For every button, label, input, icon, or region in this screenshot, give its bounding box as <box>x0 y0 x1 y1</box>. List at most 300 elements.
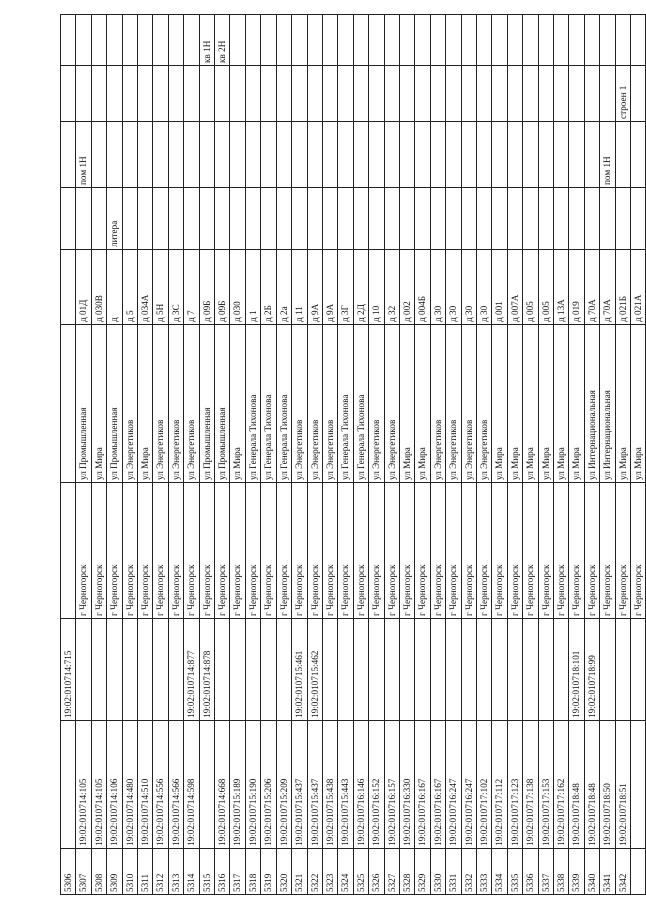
street-cell: ул Энергетиков <box>168 325 183 483</box>
street-cell: ул Мира <box>399 325 414 483</box>
street-cell: ул Генерала Тихонова <box>338 325 353 483</box>
litera-cell <box>631 188 646 250</box>
premises-cell <box>430 122 445 188</box>
premises-cell <box>107 122 122 188</box>
house-cell: д 5Н <box>153 250 168 325</box>
premises-cell <box>538 122 553 188</box>
street-cell: ул Энергетиков <box>307 325 322 483</box>
table-row <box>230 15 245 895</box>
litera-cell <box>91 188 106 250</box>
litera-cell <box>476 188 491 250</box>
street-cell: ул Промышленная <box>76 325 91 483</box>
building-cell <box>399 66 414 122</box>
city-cell: г Черногорск <box>107 483 122 619</box>
house-cell: д 70А <box>600 250 615 325</box>
apartment-cell <box>554 15 569 66</box>
apartment-cell <box>492 15 507 66</box>
cadastral-number-cell: 19:02:010717:162 <box>554 721 569 849</box>
cadastral-number-cell: 19:02:010714:566 <box>168 721 183 849</box>
parent-cadastral-cell: 19:02:010714:715 <box>61 619 76 721</box>
street-cell: ул Промышленная <box>199 325 214 483</box>
apartment-cell <box>430 15 445 66</box>
street-cell: ул Генерала Тихонова <box>276 325 291 483</box>
parent-cadastral-cell: 19:02:010718:101 <box>569 619 584 721</box>
parent-cadastral-cell <box>76 619 91 721</box>
parent-cadastral-cell <box>338 619 353 721</box>
city-cell: г Черногорск <box>461 483 476 619</box>
apartment-cell <box>538 15 553 66</box>
city-cell: г Черногорск <box>245 483 260 619</box>
house-cell: д 30 <box>430 250 445 325</box>
table-row <box>538 15 553 895</box>
row-number-cell: 5328 <box>399 849 414 895</box>
parent-cadastral-cell <box>615 619 630 721</box>
apartment-cell <box>615 15 630 66</box>
table-row <box>399 15 414 895</box>
litera-cell <box>554 188 569 250</box>
parent-cadastral-cell <box>461 619 476 721</box>
building-cell <box>153 66 168 122</box>
city-cell: г Черногорск <box>184 483 199 619</box>
row-number-cell: 5317 <box>230 849 245 895</box>
building-cell <box>199 66 214 122</box>
table-row <box>507 15 522 895</box>
apartment-cell <box>461 15 476 66</box>
row-number-cell: 5316 <box>215 849 230 895</box>
premises-cell <box>415 122 430 188</box>
house-cell: д 001 <box>492 250 507 325</box>
premises-cell <box>245 122 260 188</box>
table-row <box>153 15 168 895</box>
building-cell <box>430 66 445 122</box>
apartment-cell <box>76 15 91 66</box>
street-cell: ул Интернациональная <box>584 325 599 483</box>
building-cell <box>507 66 522 122</box>
parent-cadastral-cell <box>230 619 245 721</box>
litera-cell <box>76 188 91 250</box>
parent-cadastral-cell <box>631 619 646 721</box>
premises-cell <box>261 122 276 188</box>
building-cell <box>76 66 91 122</box>
premises-cell <box>307 122 322 188</box>
house-cell: д 9А <box>322 250 337 325</box>
street-cell: ул Мира <box>230 325 245 483</box>
cadastral-number-cell: 19:02:010715:443 <box>338 721 353 849</box>
city-cell: г Черногорск <box>584 483 599 619</box>
cadastral-number-cell: 19:02:010717:102 <box>476 721 491 849</box>
city-cell: г Черногорск <box>230 483 245 619</box>
street-cell: ул Мира <box>492 325 507 483</box>
litera-cell <box>338 188 353 250</box>
street-cell <box>61 325 76 483</box>
house-cell: д 30 <box>446 250 461 325</box>
litera-cell <box>215 188 230 250</box>
apartment-cell <box>168 15 183 66</box>
table-row <box>523 15 538 895</box>
cadastral-number-cell: 19:02:010718:50 <box>600 721 615 849</box>
litera-cell <box>61 188 76 250</box>
city-cell: г Черногорск <box>538 483 553 619</box>
cadastral-number-cell: 19:02:010714:105 <box>76 721 91 849</box>
street-cell: ул Мира <box>91 325 106 483</box>
house-cell: д 30 <box>476 250 491 325</box>
cadastral-number-cell: 19:02:010714:480 <box>122 721 137 849</box>
table-row <box>122 15 137 895</box>
street-cell: ул Энергетиков <box>369 325 384 483</box>
street-cell: ул Энергетиков <box>430 325 445 483</box>
cadastral-number-cell: 19:02:010714:556 <box>153 721 168 849</box>
row-number-cell: 5308 <box>91 849 106 895</box>
litera-cell <box>353 188 368 250</box>
building-cell <box>600 66 615 122</box>
city-cell: г Черногорск <box>122 483 137 619</box>
cadastral-number-cell <box>61 721 76 849</box>
apartment-cell <box>230 15 245 66</box>
apartment-cell <box>584 15 599 66</box>
house-cell: д 2Д <box>353 250 368 325</box>
litera-cell <box>523 188 538 250</box>
house-cell: д 002 <box>399 250 414 325</box>
litera-cell <box>538 188 553 250</box>
city-cell: г Черногорск <box>399 483 414 619</box>
street-cell: ул Энергетиков <box>122 325 137 483</box>
premises-cell <box>523 122 538 188</box>
litera-cell <box>399 188 414 250</box>
premises-cell <box>446 122 461 188</box>
cadastral-number-cell: 19:02:010716:146 <box>353 721 368 849</box>
street-cell: ул Энергетиков <box>184 325 199 483</box>
litera-cell <box>292 188 307 250</box>
parent-cadastral-cell <box>322 619 337 721</box>
cadastral-number-cell: 19:02:010714:598 <box>184 721 199 849</box>
cadastral-number-cell: 19:02:010718:48 <box>569 721 584 849</box>
table-row <box>430 15 445 895</box>
apartment-cell <box>184 15 199 66</box>
street-cell: ул Мира <box>631 325 646 483</box>
building-cell <box>292 66 307 122</box>
row-number-cell: 5306 <box>61 849 76 895</box>
apartment-cell: кв 2Н <box>215 15 230 66</box>
street-cell: ул Генерала Тихонова <box>353 325 368 483</box>
building-cell <box>245 66 260 122</box>
cadastral-number-cell: 19:02:010716:157 <box>384 721 399 849</box>
litera-cell <box>230 188 245 250</box>
premises-cell <box>168 122 183 188</box>
parent-cadastral-cell <box>384 619 399 721</box>
table-row <box>168 15 183 895</box>
house-cell: д 11 <box>292 250 307 325</box>
litera-cell <box>569 188 584 250</box>
row-number-cell: 5309 <box>107 849 122 895</box>
building-cell: строен 1 <box>615 66 630 122</box>
street-cell: ул Мира <box>569 325 584 483</box>
parent-cadastral-cell <box>138 619 153 721</box>
litera-cell <box>245 188 260 250</box>
building-cell <box>61 66 76 122</box>
city-cell: г Черногорск <box>615 483 630 619</box>
parent-cadastral-cell <box>399 619 414 721</box>
premises-cell <box>507 122 522 188</box>
litera-cell <box>461 188 476 250</box>
street-cell: ул Промышленная <box>215 325 230 483</box>
street-cell: ул Энергетиков <box>476 325 491 483</box>
house-cell: д 034А <box>138 250 153 325</box>
premises-cell <box>138 122 153 188</box>
cadastral-number-cell: 19:02:010716:167 <box>430 721 445 849</box>
row-number-cell: 5339 <box>569 849 584 895</box>
litera-cell <box>261 188 276 250</box>
apartment-cell <box>276 15 291 66</box>
city-cell: г Черногорск <box>554 483 569 619</box>
house-cell: д 019 <box>569 250 584 325</box>
house-cell: д 13А <box>554 250 569 325</box>
city-cell: г Черногорск <box>338 483 353 619</box>
premises-cell <box>292 122 307 188</box>
table-row <box>415 15 430 895</box>
premises-cell <box>584 122 599 188</box>
apartment-cell <box>600 15 615 66</box>
premises-cell <box>61 122 76 188</box>
row-number-cell: 5326 <box>369 849 384 895</box>
house-cell: д 09Б <box>199 250 214 325</box>
row-number-cell: 5331 <box>446 849 461 895</box>
parent-cadastral-cell: 19:02:010718:99 <box>584 619 599 721</box>
house-cell: д 005 <box>538 250 553 325</box>
row-number-cell: 5323 <box>322 849 337 895</box>
row-number-cell: 5314 <box>184 849 199 895</box>
table-row <box>446 15 461 895</box>
apartment-cell <box>322 15 337 66</box>
parent-cadastral-cell <box>523 619 538 721</box>
litera-cell <box>199 188 214 250</box>
row-number-cell: 5332 <box>461 849 476 895</box>
table-row <box>476 15 491 895</box>
table-row <box>322 15 337 895</box>
apartment-cell <box>569 15 584 66</box>
litera-cell <box>276 188 291 250</box>
row-number-cell: 5313 <box>168 849 183 895</box>
city-cell: г Черногорск <box>261 483 276 619</box>
street-cell: ул Мира <box>415 325 430 483</box>
table-row <box>554 15 569 895</box>
premises-cell <box>215 122 230 188</box>
premises-cell: пом 1Н <box>600 122 615 188</box>
row-number-cell: 5337 <box>538 849 553 895</box>
city-cell: г Черногорск <box>507 483 522 619</box>
cadastral-number-cell: 19:02:010718:51 <box>615 721 630 849</box>
row-number-cell: 5341 <box>600 849 615 895</box>
street-cell: ул Промышленная <box>107 325 122 483</box>
building-cell <box>492 66 507 122</box>
premises-cell <box>399 122 414 188</box>
table-row <box>107 15 122 895</box>
house-cell: д 2а <box>276 250 291 325</box>
premises-cell <box>230 122 245 188</box>
parent-cadastral-cell <box>554 619 569 721</box>
parent-cadastral-cell: 19:02:010715:461 <box>292 619 307 721</box>
apartment-cell <box>338 15 353 66</box>
apartment-cell <box>384 15 399 66</box>
table-row <box>461 15 476 895</box>
premises-cell <box>476 122 491 188</box>
parent-cadastral-cell <box>245 619 260 721</box>
row-number-cell: 5329 <box>415 849 430 895</box>
table-body <box>61 15 646 895</box>
premises-cell <box>353 122 368 188</box>
cadastral-number-cell: 19:02:010715:437 <box>307 721 322 849</box>
cadastral-number-cell: 19:02:010714:105 <box>91 721 106 849</box>
row-number-cell: 5315 <box>199 849 214 895</box>
row-number-cell: 5321 <box>292 849 307 895</box>
house-cell: д 30 <box>461 250 476 325</box>
apartment-cell <box>307 15 322 66</box>
building-cell <box>215 66 230 122</box>
house-cell: д 09Б <box>215 250 230 325</box>
litera-cell <box>153 188 168 250</box>
cadastral-number-cell: 19:02:010715:437 <box>292 721 307 849</box>
table-row <box>91 15 106 895</box>
city-cell: г Черногорск <box>76 483 91 619</box>
cadastral-number-cell: 19:02:010714:510 <box>138 721 153 849</box>
street-cell: ул Мира <box>538 325 553 483</box>
cadastral-number-cell: 19:02:010714:106 <box>107 721 122 849</box>
street-cell: ул Генерала Тихонова <box>261 325 276 483</box>
parent-cadastral-cell <box>415 619 430 721</box>
row-number-cell: 5325 <box>353 849 368 895</box>
apartment-cell <box>261 15 276 66</box>
parent-cadastral-cell <box>507 619 522 721</box>
building-cell <box>107 66 122 122</box>
city-cell: г Черногорск <box>415 483 430 619</box>
table-row <box>292 15 307 895</box>
street-cell: ул Мира <box>615 325 630 483</box>
street-cell: ул Энергетиков <box>384 325 399 483</box>
litera-cell <box>138 188 153 250</box>
cadastral-number-cell: 19:02:010715:206 <box>261 721 276 849</box>
row-number-cell <box>631 849 646 895</box>
apartment-cell <box>107 15 122 66</box>
cadastral-number-cell: 19:02:010715:209 <box>276 721 291 849</box>
parent-cadastral-cell <box>353 619 368 721</box>
parent-cadastral-cell <box>369 619 384 721</box>
parent-cadastral-cell <box>168 619 183 721</box>
apartment-cell <box>292 15 307 66</box>
street-cell: ул Мира <box>138 325 153 483</box>
parent-cadastral-cell: 19:02:010714:877 <box>184 619 199 721</box>
cadastral-number-cell: 19:02:010715:189 <box>230 721 245 849</box>
row-number-cell: 5320 <box>276 849 291 895</box>
building-cell <box>461 66 476 122</box>
row-number-cell: 5319 <box>261 849 276 895</box>
apartment-cell <box>369 15 384 66</box>
premises-cell <box>492 122 507 188</box>
litera-cell <box>168 188 183 250</box>
cadastral-number-cell: 19:02:010716:152 <box>369 721 384 849</box>
city-cell: г Черногорск <box>569 483 584 619</box>
city-cell: г Черногорск <box>476 483 491 619</box>
premises-cell <box>153 122 168 188</box>
premises-cell <box>569 122 584 188</box>
building-cell <box>184 66 199 122</box>
house-cell: д 01Д <box>76 250 91 325</box>
building-cell <box>230 66 245 122</box>
apartment-cell <box>353 15 368 66</box>
apartment-cell <box>245 15 260 66</box>
building-cell <box>307 66 322 122</box>
row-number-cell: 5338 <box>554 849 569 895</box>
house-cell: д 007А <box>507 250 522 325</box>
city-cell: г Черногорск <box>430 483 445 619</box>
street-cell: ул Энергетиков <box>322 325 337 483</box>
table-row <box>584 15 599 895</box>
building-cell <box>415 66 430 122</box>
litera-cell <box>384 188 399 250</box>
apartment-cell <box>507 15 522 66</box>
premises-cell <box>91 122 106 188</box>
apartment-cell <box>631 15 646 66</box>
house-cell: д 2Б <box>261 250 276 325</box>
apartment-cell <box>91 15 106 66</box>
city-cell: г Черногорск <box>168 483 183 619</box>
cadastral-number-cell: 19:02:010716:330 <box>399 721 414 849</box>
premises-cell <box>384 122 399 188</box>
row-number-cell: 5334 <box>492 849 507 895</box>
building-cell <box>322 66 337 122</box>
house-cell: д 9А <box>307 250 322 325</box>
table-row <box>184 15 199 895</box>
building-cell <box>338 66 353 122</box>
premises-cell <box>276 122 291 188</box>
parent-cadastral-cell: 19:02:010715:462 <box>307 619 322 721</box>
city-cell: г Черногорск <box>292 483 307 619</box>
litera-cell <box>369 188 384 250</box>
row-number-cell: 5342 <box>615 849 630 895</box>
row-number-cell: 5330 <box>430 849 445 895</box>
row-number-cell: 5340 <box>584 849 599 895</box>
house-cell: д 3С <box>168 250 183 325</box>
table-row <box>276 15 291 895</box>
parent-cadastral-cell <box>430 619 445 721</box>
house-cell: д 10 <box>369 250 384 325</box>
city-cell: г Черногорск <box>276 483 291 619</box>
building-cell <box>369 66 384 122</box>
house-cell: д <box>107 250 122 325</box>
cadastral-number-cell: 19:02:010717:138 <box>523 721 538 849</box>
street-cell: ул Энергетиков <box>446 325 461 483</box>
parent-cadastral-cell <box>600 619 615 721</box>
house-cell: д 70А <box>584 250 599 325</box>
premises-cell <box>199 122 214 188</box>
table-row <box>600 15 615 895</box>
street-cell: ул Интернациональная <box>600 325 615 483</box>
building-cell <box>276 66 291 122</box>
building-cell <box>584 66 599 122</box>
row-number-cell: 5307 <box>76 849 91 895</box>
premises-cell <box>322 122 337 188</box>
building-cell <box>476 66 491 122</box>
house-cell: д 021А <box>631 250 646 325</box>
apartment-cell <box>446 15 461 66</box>
litera-cell <box>600 188 615 250</box>
cadastral-number-cell: 19:02:010717:112 <box>492 721 507 849</box>
table-row <box>569 15 584 895</box>
apartment-cell <box>122 15 137 66</box>
city-cell: г Черногорск <box>631 483 646 619</box>
apartment-cell <box>415 15 430 66</box>
parent-cadastral-cell <box>276 619 291 721</box>
city-cell: г Черногорск <box>199 483 214 619</box>
parent-cadastral-cell: 19:02:010714:878 <box>199 619 214 721</box>
